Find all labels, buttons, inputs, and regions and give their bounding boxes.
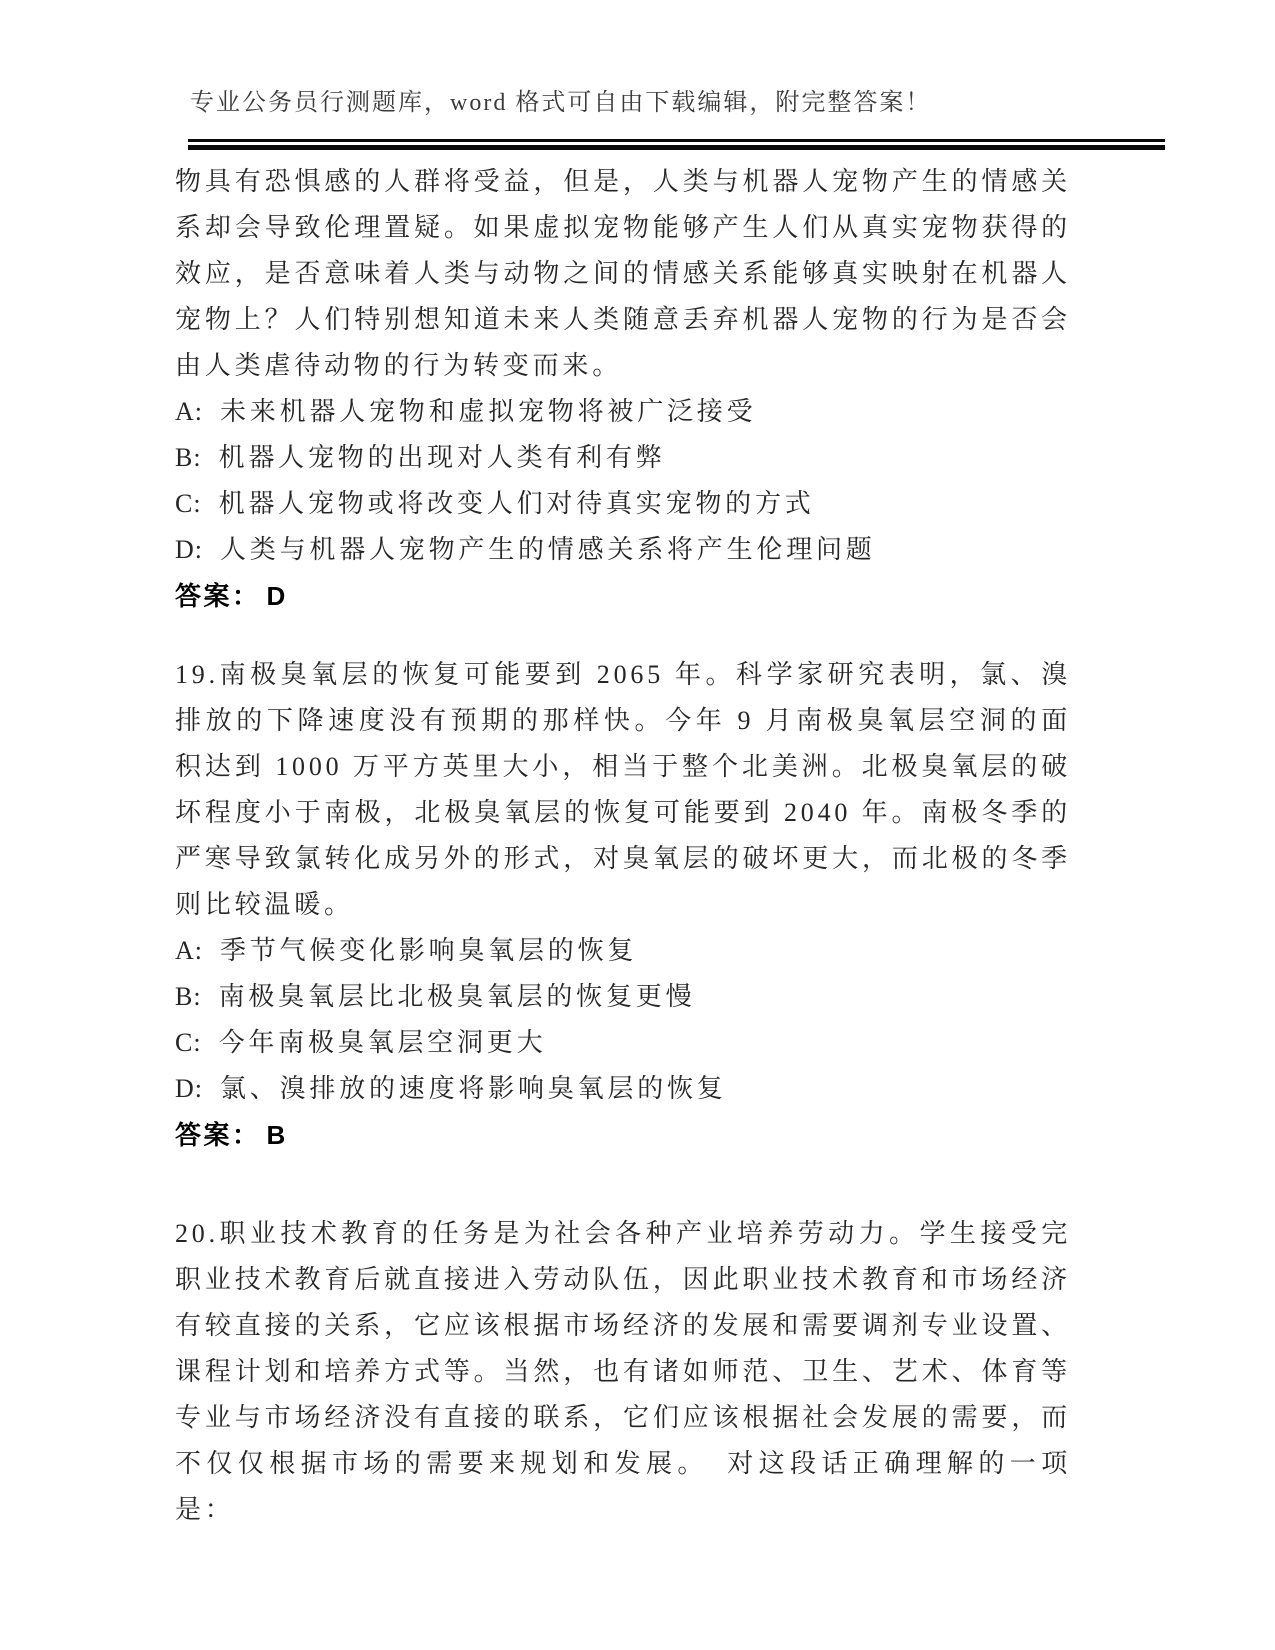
option-text: 南极臭氧层比北极臭氧层的恢复更慢	[218, 982, 696, 1011]
question-18-answer	[175, 573, 1071, 620]
option-text: 机器人宠物或将改变人们对待真实宠物的方式	[218, 489, 815, 518]
option-text: 今年南极臭氧层空洞更大	[218, 1028, 547, 1057]
answer-value: D	[266, 581, 288, 611]
option-text: 机器人宠物的出现对人类有利有弊	[218, 443, 666, 472]
option-label: D:	[175, 1074, 203, 1103]
option-text: 季节气候变化影响臭氧层的恢复	[220, 936, 638, 965]
option-label: D:	[175, 535, 203, 564]
page-header-title: 专业公务员行测题库，word 格式可自由下载编辑，附完整答案！	[190, 90, 932, 116]
question-18-option-c	[175, 481, 1071, 527]
question-19-option-c	[175, 1020, 1071, 1066]
question-18-option-a	[175, 389, 1071, 435]
question-18-option-b	[175, 435, 1071, 481]
option-text: 人类与机器人宠物产生的情感关系将产生伦理问题	[220, 535, 876, 564]
question-19-answer	[175, 1112, 1071, 1159]
question-18-option-d	[175, 527, 1071, 573]
option-label: A:	[175, 936, 203, 965]
option-text: 未来机器人宠物和虚拟宠物将被广泛接受	[220, 397, 757, 426]
question-block-18	[175, 159, 1071, 620]
question-19-option-a	[175, 928, 1071, 974]
question-19-stem: 19.南极臭氧层的恢复可能要到 2065 年。科学家研究表明，氯、溴排放的下降速度没有预期的那样快。今年 9 月南极臭氧层空洞的面积达到 1000 万平方英里大小，相当于整个北美洲。北极臭氧层的破坏程度小于南极，北极臭氧层的恢复可能要到 2040 年。南极冬季的严寒导致氯转化成另外的形式，对臭氧层的破坏更大，而北极的冬季则比较温暖。	[175, 660, 1071, 919]
question-20-stem: 20.职业技术教育的任务是为社会各种产业培养劳动力。学生接受完职业技术教育后就直接进入劳动队伍，因此职业技术教育和市场经济有较直接的关系，它应该根据市场经济的发展和需要调剂专业设置、课程计划和培养方式等。当然，也有诸如师范、卫生、艺术、体育等专业与市场经济没有直接的联系，它们应该根据社会发展的需要，而不仅仅根据市场的需要来规划和发展。 对这段话正确理解的一项是：	[175, 1219, 1071, 1524]
document-body	[175, 159, 1071, 1533]
option-label: B:	[175, 443, 202, 472]
option-label: C:	[175, 489, 202, 518]
answer-label: 答案：	[175, 582, 261, 611]
option-label: C:	[175, 1028, 202, 1057]
option-text: 氯、溴排放的速度将影响臭氧层的恢复	[220, 1074, 727, 1103]
divider-line-thick	[188, 145, 1165, 150]
question-19-option-b	[175, 974, 1071, 1020]
question-19-option-d	[175, 1066, 1071, 1112]
answer-value: B	[266, 1120, 288, 1150]
question-block-19	[175, 652, 1071, 1159]
question-18-stem: 物具有恐惧感的人群将受益，但是，人类与机器人宠物产生的情感关系却会导致伦理置疑。如果虚拟宠物能够产生人们从真实宠物获得的效应，是否意味着人类与动物之间的情感关系能够真实映射在机器人宠物上？人们特别想知道未来人类随意丢弃机器人宠物的行为是否会由人类虐待动物的行为转变而来。	[175, 167, 1071, 380]
answer-label: 答案：	[175, 1121, 261, 1150]
option-label: B:	[175, 982, 202, 1011]
header-divider	[188, 139, 1165, 150]
question-block-20	[175, 1211, 1071, 1533]
option-label: A:	[175, 397, 203, 426]
